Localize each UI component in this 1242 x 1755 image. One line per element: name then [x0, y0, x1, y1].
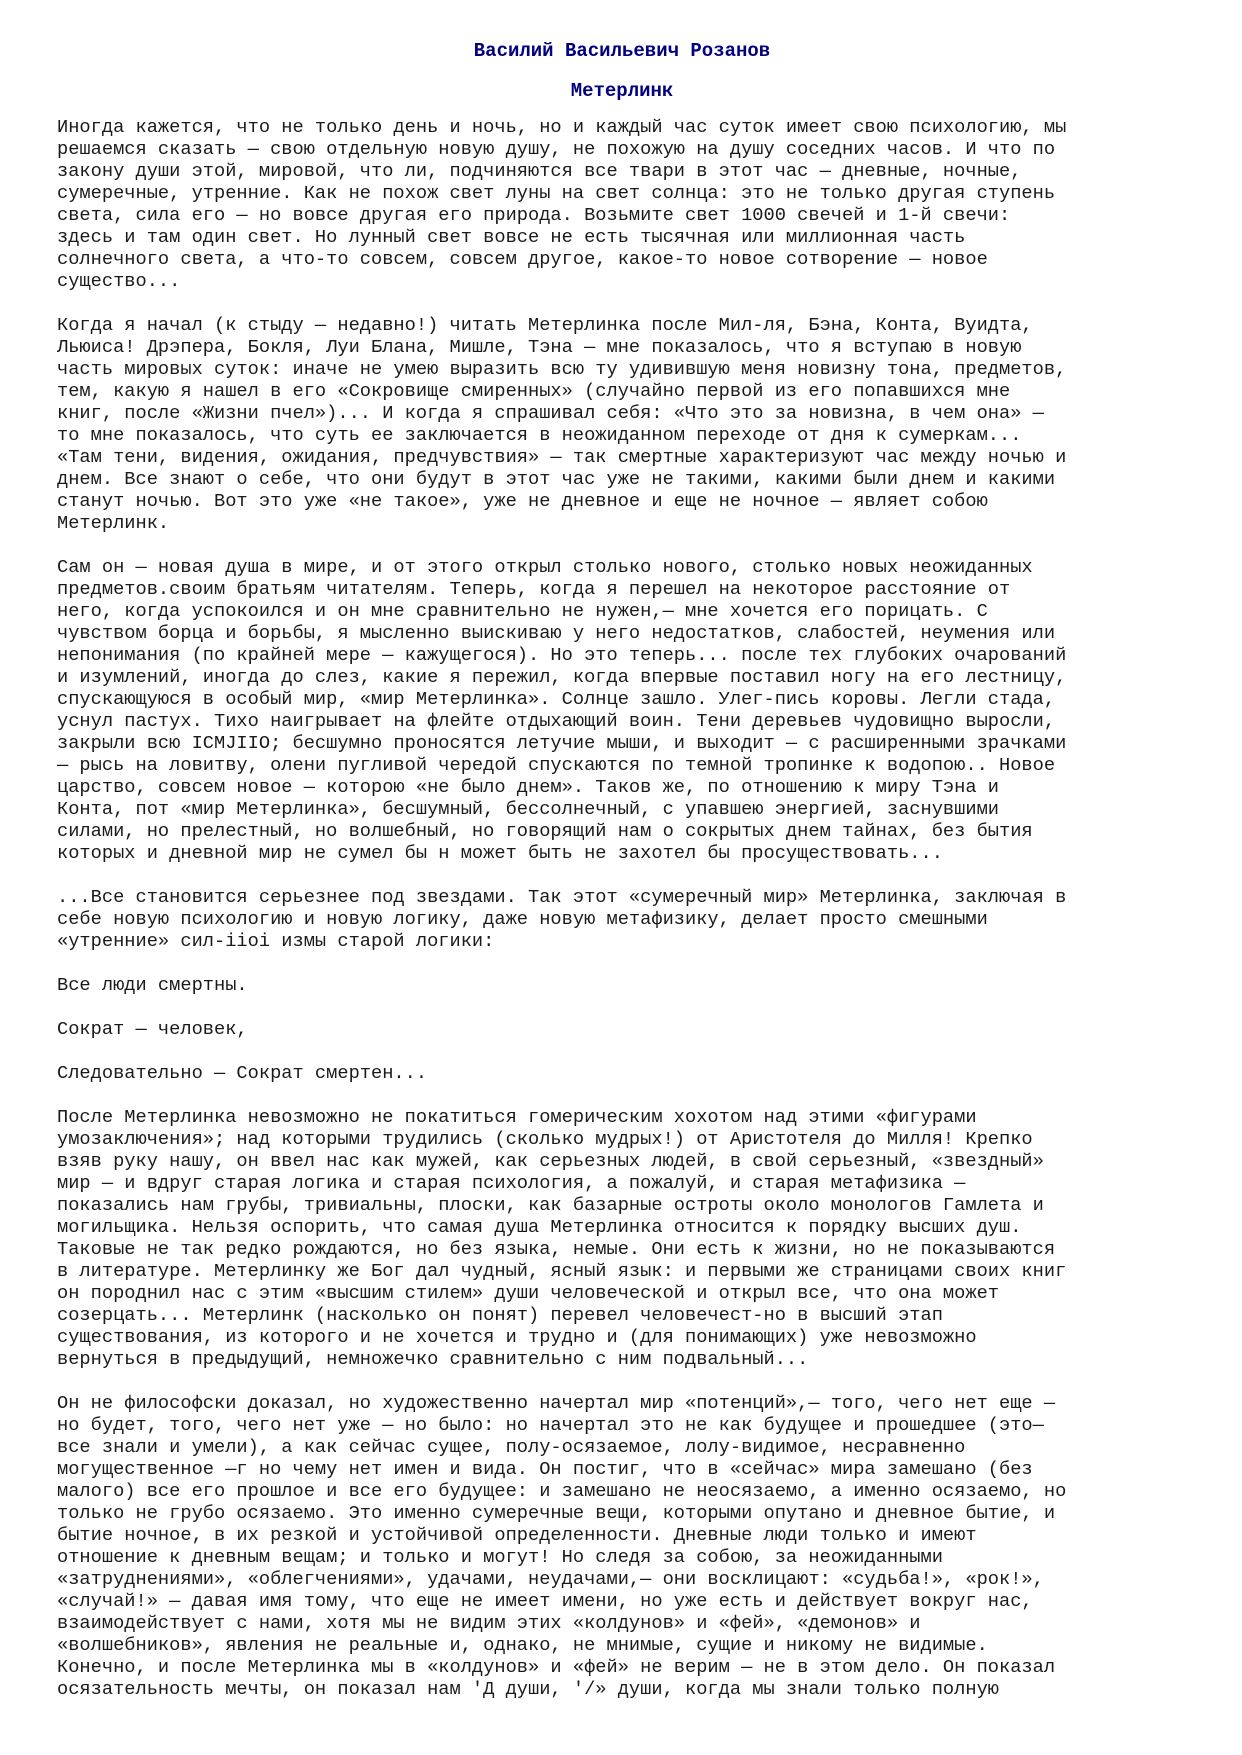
text-line: «Там тени, видения, ожидания, предчувствия» — так смертные характеризуют час между ночью и [57, 446, 1067, 468]
text-line: отношение к дневным вещам; и только и могут! Но следя за собою, за неожиданными [57, 1546, 943, 1568]
text-line: света, сила его — но вовсе другая его природа. Возьмите свет 1000 свечей и 1-й свечи: [57, 204, 1011, 226]
paragraph [57, 116, 1187, 292]
document-page [57, 40, 1187, 1722]
paragraph [57, 886, 1187, 952]
text-line: сумеречные, утренние. Как не похож свет луны на свет солнца: это не только другая ступень [57, 182, 1056, 204]
text-line: непонимания (по крайней мере — кажущегося). Но это теперь... после тех глубоких очарований [57, 644, 1067, 666]
text-line: решаемся сказать — свою отдельную новую душу, не похожую на душу соседних часов. И что по [57, 138, 1056, 160]
text-line: «волшебников», явления не реальные и, однако, не мнимые, сущие и никому не видимые. [57, 1634, 988, 1656]
text-line: здесь и там один свет. Но лунный свет вовсе не есть тысячная или миллионная часть [57, 226, 966, 248]
text-line: Сам он — новая душа в мире, и от этого открыл столько нового, столько новых неожиданных [57, 556, 1033, 578]
paragraph [57, 974, 1187, 996]
text-line: днем. Все знают о себе, что они будут в этот час уже не такими, какими были днем и какими [57, 468, 1056, 490]
text-line: только не грубо осязаемо. Это именно сумеречные вещи, которыми опутано и дневное бытие, и [57, 1502, 1056, 1524]
text-line: книг, после «Жизни пчел»)... И когда я спрашивал себя: «Что это за новизна, в чем она» — [57, 402, 1044, 424]
text-line: могущественное —г но чему нет имен и вида. Он постиг, что в «сейчас» мира замешано (без [57, 1458, 1033, 1480]
text-line: чувством борца и борьбы, я мысленно выискиваю у него недостатков, слабостей, неумения или [57, 622, 1056, 644]
text-line: спускающуюся в особый мир, «мир Метерлинка». Солнце зашло. Улег-пись коровы. Легли стада, [57, 688, 1056, 710]
text-line: «утренние» сил-iioi измы старой логики: [57, 930, 495, 952]
text-line: закрыли всю ICMJIIO; бесшумно проносятся летучие мыши, и выходит — с расширенными зрачками [57, 732, 1067, 754]
document-body [57, 116, 1187, 1700]
text-line: существования, из которого и не хочется и трудно и (для понимающих) уже невозможно [57, 1326, 977, 1348]
paragraph [57, 1062, 1187, 1084]
text-line: созерцать... Метерлинк (насколько он понят) перевел человечест-но в высший этап [57, 1304, 943, 1326]
text-line: могильщика. Нельзя оспорить, что самая душа Метерлинка относится к порядку высших душ. [57, 1216, 1022, 1238]
paragraph [57, 1018, 1187, 1040]
text-line: ...Все становится серьезнее под звездами. Так этот «сумеречный мир» Метерлинка, заключая в [57, 886, 1067, 908]
text-line: уснул пастух. Тихо наигрывает на флейте отдыхающий воин. Тени деревьев чудовищно выросли, [57, 710, 1056, 732]
text-line: силами, но прелестный, но волшебный, но говорящий нам о сокрытых днем тайнах, без бытия [57, 820, 1033, 842]
text-line: Он не философски доказал, но художественно начертал мир «потенций»,— того, чего нет еще — [57, 1392, 1056, 1414]
text-line: все знали и умели), а как сейчас сущее, полу-осязаемое, лолу-видимое, несравненно [57, 1436, 966, 1458]
text-line: После Метерлинка невозможно не покатиться гомерическим хохотом над этими «фигурами [57, 1106, 977, 1128]
text-line: бытие ночное, в их резкой и устойчивой определенности. Дневные люди только и имеют [57, 1524, 977, 1546]
page-title: Метерлинк [570, 80, 674, 102]
text-line: то мне показалось, что суть ее заключается в неожиданном переходе от дня к сумеркам... [57, 424, 1022, 446]
text-line: «случай!» — давая имя тому, что еще не имеет имени, но уже есть и действует вокруг нас, [57, 1590, 1033, 1612]
text-line: мир — и вдруг старая логика и старая психология, а пожалуй, и старая метафизика — [57, 1172, 966, 1194]
text-line: но будет, того, чего нет уже — но было: но начертал это не как будущее и прошедшее (это— [57, 1414, 1044, 1436]
text-line: себе новую психологию и новую логику, даже новую метафизику, делает просто смешными [57, 908, 988, 930]
paragraph [57, 556, 1187, 864]
text-line: закону души этой, мировой, что ли, подчиняются все твари в этот час — дневные, ночные, [57, 160, 1022, 182]
text-line: Конечно, и после Метерлинка мы в «колдунов» и «фей» не верим — не в этом дело. Он показал [57, 1656, 1056, 1678]
text-line: существо... [57, 270, 181, 292]
text-line: Льюиса! Дрэпера, Бокля, Луи Блана, Мишле, Тэна — мне показалось, что я вступаю в новую [57, 336, 1022, 358]
text-line: он породнил нас с этим «высшим стилем» души человеческой и открыл все, что она может [57, 1282, 1000, 1304]
text-line: Следовательно — Сократ смертен... [57, 1062, 428, 1084]
text-line: Конта, пот «мир Метерлинка», бесшумный, бессолнечный, с упавшею энергией, заснувшими [57, 798, 1000, 820]
text-line: взаимодействует с нами, хотя мы не видим этих «колдунов» и «фей», «демонов» и [57, 1612, 921, 1634]
text-line: — рысь на ловитву, олени пугливой чередой спускаются по темной тропинке к водопою.. Новое [57, 754, 1056, 776]
text-line: вернуться в предыдущий, немножечко сравнительно с ним подвальный... [57, 1348, 809, 1370]
text-line: солнечного света, а что-то совсем, совсем другое, какое-то новое сотворение — новое [57, 248, 988, 270]
paragraph [57, 1392, 1187, 1700]
text-line: осязательность мечты, он показал нам 'Д души, '/» души, когда мы знали только полную [57, 1678, 1000, 1700]
text-line: взяв руку нашу, он ввел нас как мужей, как серьезных людей, в свой серьезный, «звездный» [57, 1150, 1044, 1172]
text-line: «затруднениями», «облегчениями», удачами, неудачами,— они восклицают: «судьба!», «рок!», [57, 1568, 1044, 1590]
text-line: в литературе. Метерлинку же Бог дал чудный, ясный язык: и первыми же страницами своих книг [57, 1260, 1067, 1282]
text-line: малого) все его прошлое и все его будущее: и замешано не неосязаемо, а именно осязаемо, но [57, 1480, 1067, 1502]
text-line: Когда я начал (к стыду — недавно!) читать Метерлинка после Мил-ля, Бэна, Конта, Вуидта, [57, 314, 1033, 336]
text-line: него, когда успокоился и он мне сравнительно не нужен,— мне хочется его порицать. С [57, 600, 988, 622]
text-line: Таковые не так редко рождаются, но без языка, немые. Они есть к жизни, но не показываются [57, 1238, 1056, 1260]
text-line: тем, какую я нашел в его «Сокровище смиренных» (случайно первой из его попавшихся мне [57, 380, 1011, 402]
text-line: Иногда кажется, что не только день и ночь, но и каждый час суток имеет свою психологию, мы [57, 116, 1067, 138]
text-line: царство, совсем новое — которою «не было днем». Таков же, по отношению к миру Тэна и [57, 776, 1000, 798]
text-line: часть мировых суток: иначе не умею выразить всю ту удивившую меня новизну тона, предметов, [57, 358, 1067, 380]
text-line: показались нам грубы, тривиальны, плоски, как базарные остроты около монологов Гамлета и [57, 1194, 1044, 1216]
text-line: Сократ — человек, [57, 1018, 248, 1040]
paragraph [57, 1106, 1187, 1370]
author-heading: Василий Васильевич Розанов [473, 40, 771, 62]
paragraph [57, 314, 1187, 534]
text-line: и изумлений, иногда до слез, какие я пережил, когда впервые поставил ногу на его лестницу, [57, 666, 1067, 688]
text-line: которых и дневной мир не сумел бы н может быть не захотел бы просуществовать... [57, 842, 943, 864]
text-line: умозаключения»; над которыми трудились (сколько мудрых!) от Аристотеля до Милля! Крепко [57, 1128, 1033, 1150]
text-line: станут ночью. Вот это уже «не такое», уже не дневное и еще не ночное — являет собою [57, 490, 988, 512]
text-line: предметов.своим братьям читателям. Теперь, когда я перешел на некоторое расстояние от [57, 578, 1011, 600]
text-line: Все люди смертны. [57, 974, 248, 996]
text-line: Метерлинк. [57, 512, 170, 534]
